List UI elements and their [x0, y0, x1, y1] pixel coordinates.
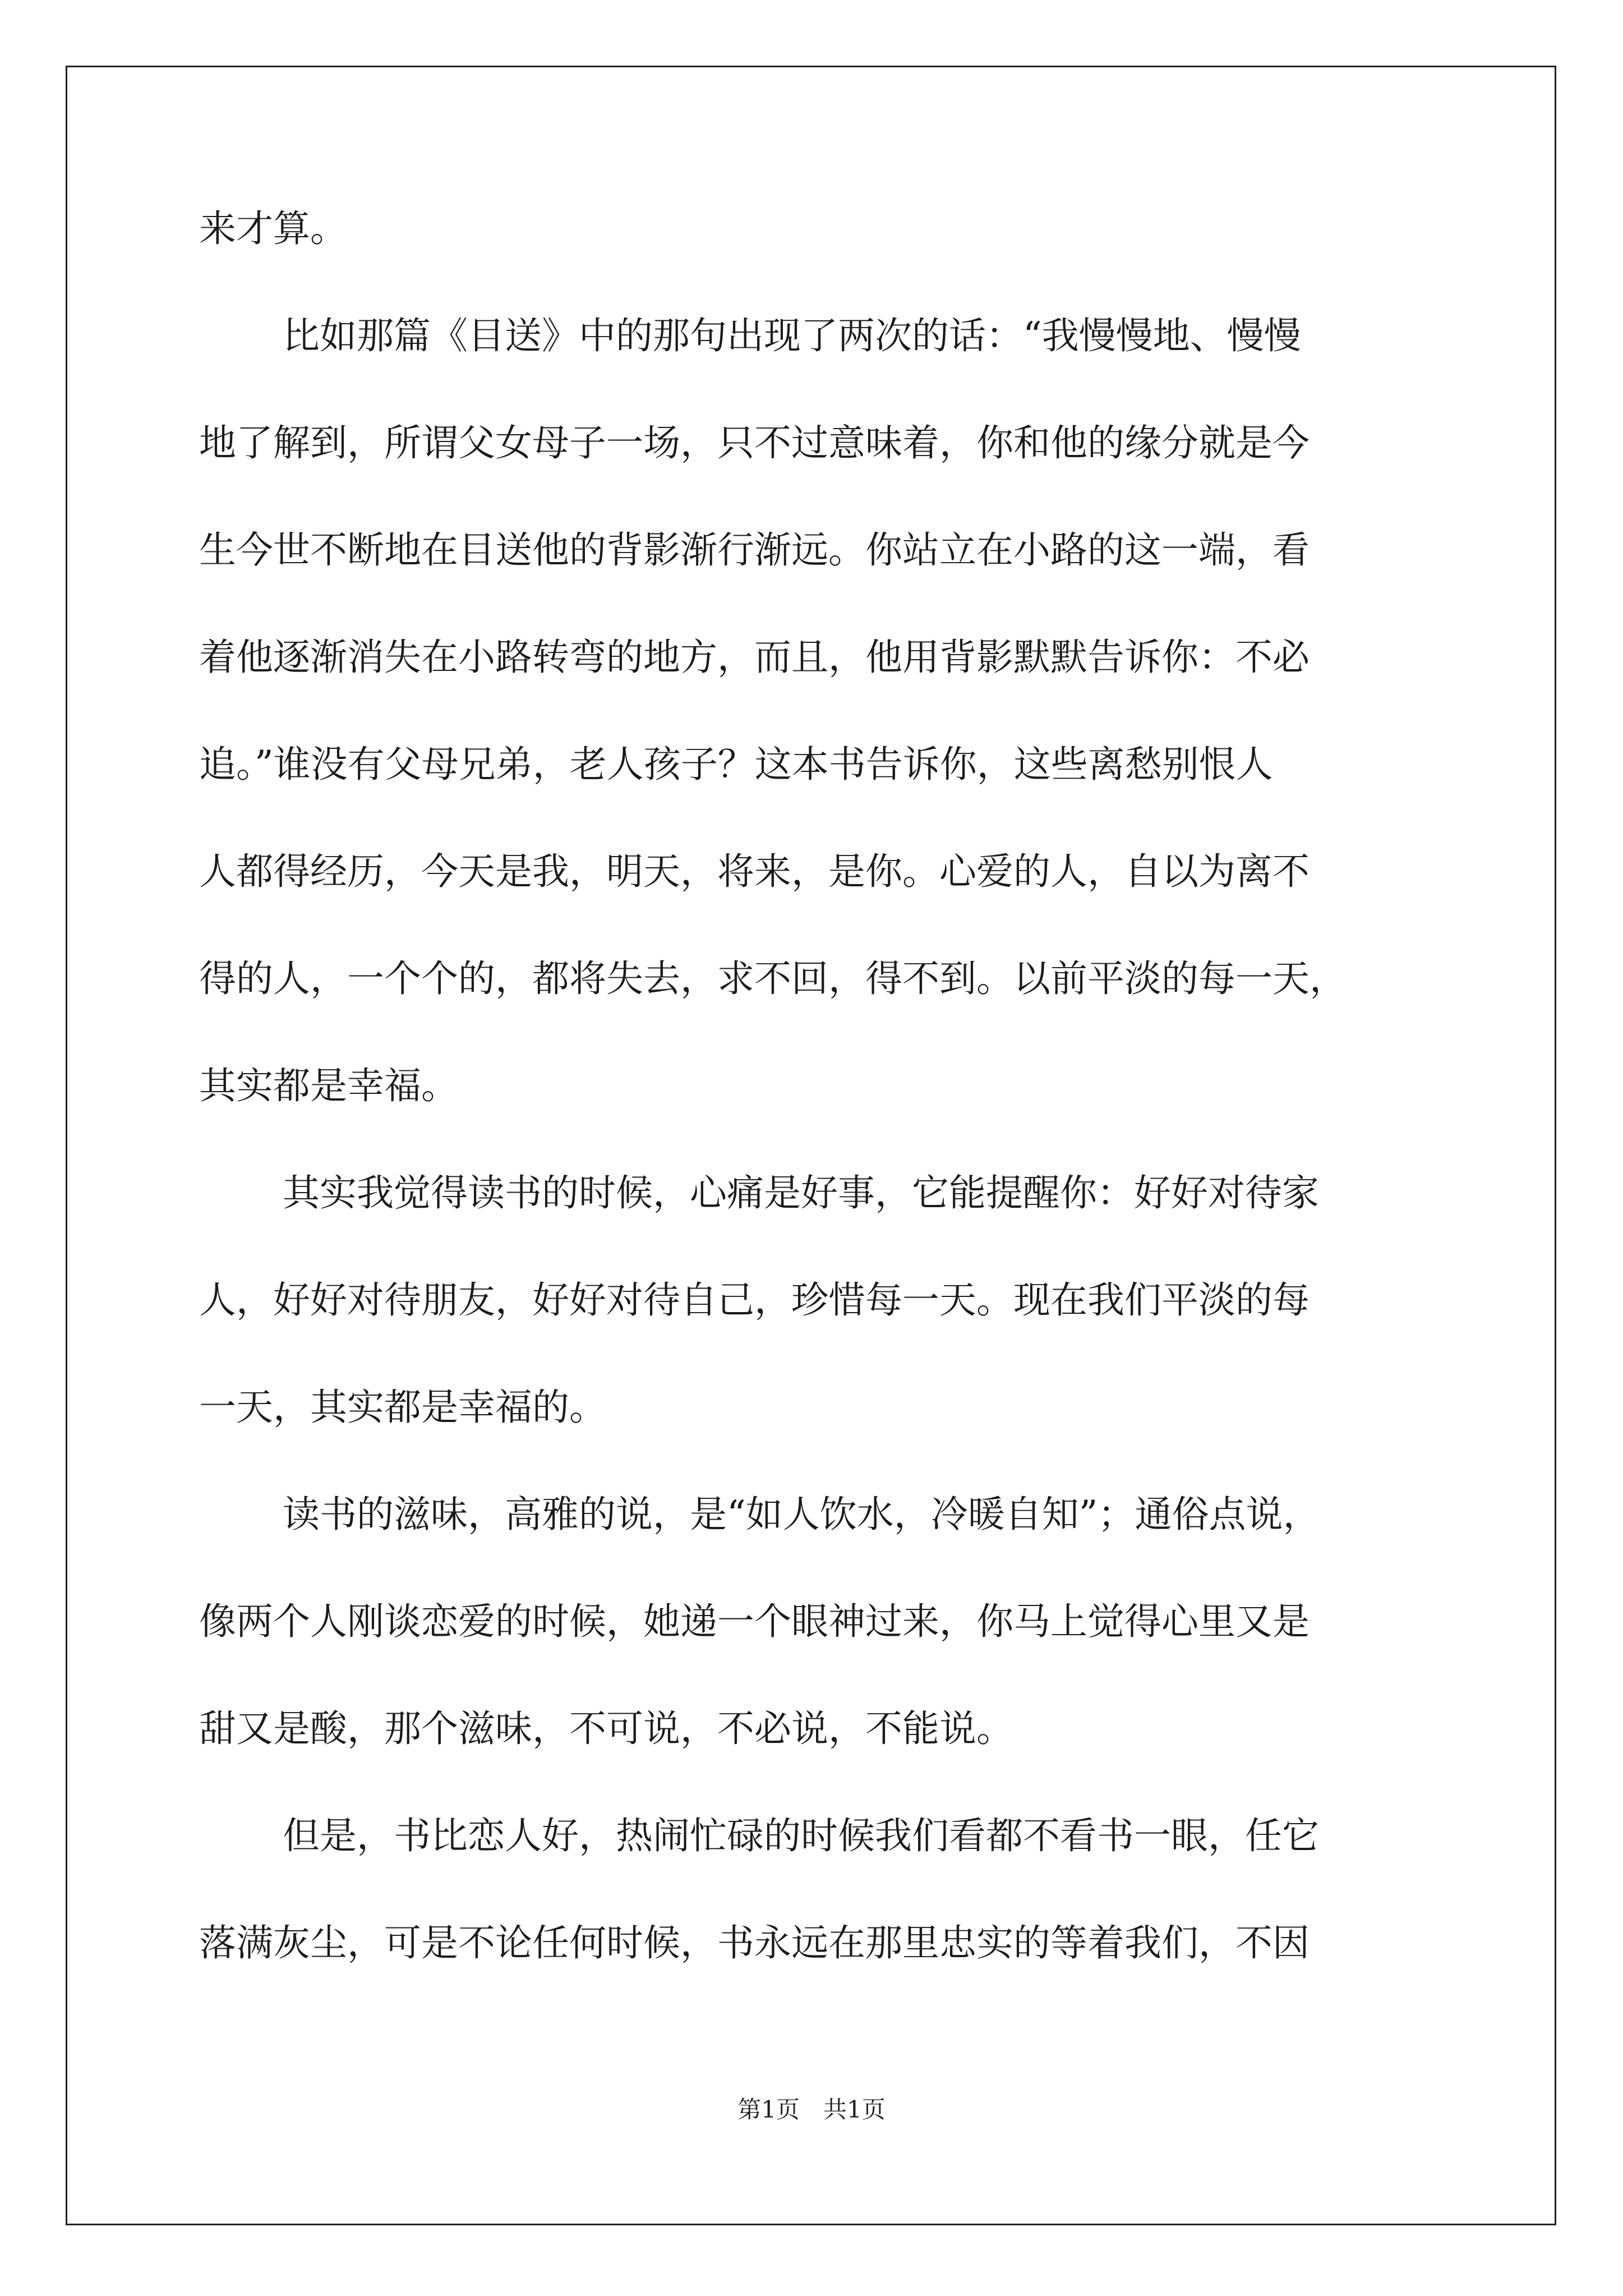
- page-border: [66, 66, 1556, 2225]
- text-line: 人都得经历，今天是我，明天，将来，是你。心爱的人，自以为离不: [199, 850, 1310, 893]
- page-number-footer: 第1页 共1页: [737, 2096, 886, 2123]
- text-line: 其实都是幸福。: [199, 1064, 458, 1107]
- text-line: 地了解到，所谓父女母子一场，只不过意味着，你和他的缘分就是今: [199, 421, 1310, 464]
- text-line: 落满灰尘，可是不论任何时候，书永远在那里忠实的等着我们，不因: [199, 1921, 1310, 1964]
- text-line: 生今世不断地在目送他的背影渐行渐远。你站立在小路的这一端，看: [199, 528, 1310, 572]
- text-line: 追。”谁没有父母兄弟，老人孩子？这本书告诉你，这些离愁别恨人: [199, 743, 1273, 786]
- text-line: 得的人，一个个的，都将失去，求不回，得不到。以前平淡的每一天，: [199, 957, 1347, 1000]
- text-line: 来才算。: [199, 207, 347, 250]
- text-line: 像两个人刚谈恋爱的时候，她递一个眼神过来，你马上觉得心里又是: [199, 1600, 1310, 1643]
- text-line: 人，好好对待朋友，好好对待自己，珍惜每一天。现在我们平淡的每: [199, 1278, 1310, 1322]
- text-line: 比如那篇《目送》中的那句出现了两次的话：“我慢慢地、慢慢: [283, 314, 1301, 357]
- text-line: 甜又是酸，那个滋味，不可说，不必说，不能说。: [199, 1707, 1013, 1750]
- text-line: 一天，其实都是幸福的。: [199, 1386, 606, 1429]
- text-line: 其实我觉得读书的时候，心痛是好事，它能提醒你：好好对待家: [283, 1171, 1319, 1214]
- text-line: 但是，书比恋人好，热闹忙碌的时候我们看都不看书一眼，任它: [283, 1814, 1319, 1857]
- text-line: 读书的滋味，高雅的说，是“如人饮水，冷暖自知”；通俗点说，: [283, 1493, 1320, 1536]
- text-line: 着他逐渐消失在小路转弯的地方，而且，他用背影默默告诉你：不必: [199, 636, 1310, 679]
